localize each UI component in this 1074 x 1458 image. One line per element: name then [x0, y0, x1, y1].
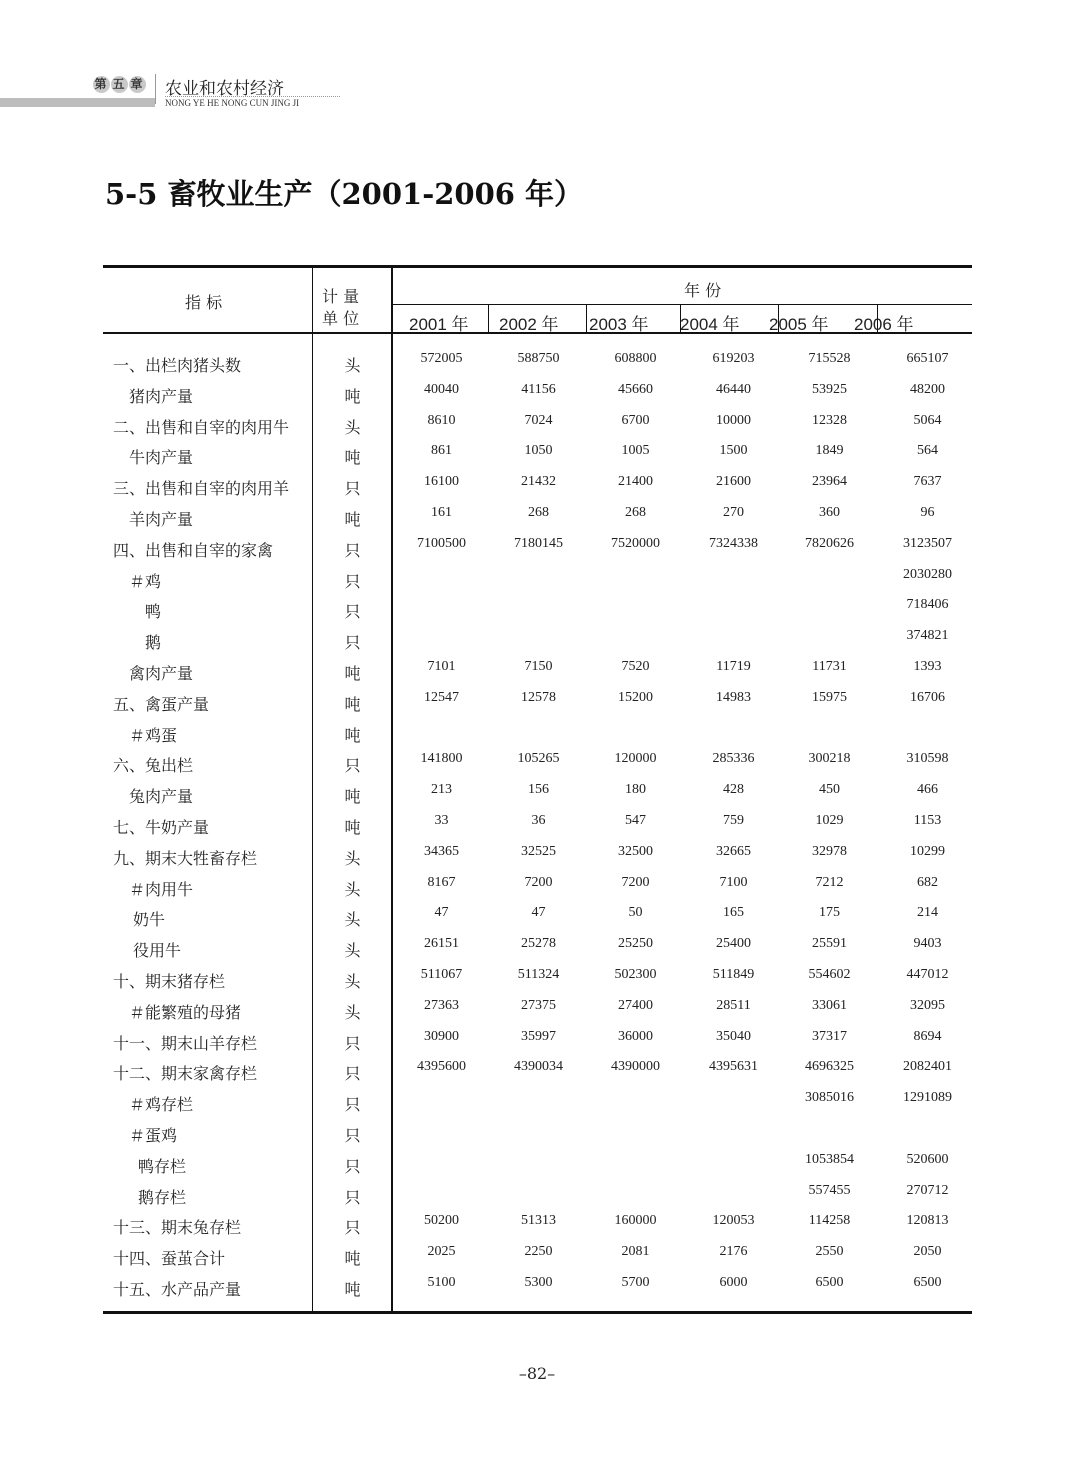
cell-value: 511067: [420, 967, 463, 982]
table-row: [0, 1061, 1074, 1091]
cell-value: 1153: [913, 813, 942, 828]
cell-value: 32978: [812, 843, 847, 859]
row-unit: 只: [344, 1033, 361, 1053]
year-divider: [488, 305, 489, 332]
cell-value: 12328: [812, 412, 847, 428]
cell-value: 7200: [524, 874, 553, 890]
row-label: 十二、期末家禽存栏: [113, 1064, 258, 1084]
table-row: [0, 815, 1074, 845]
cell-value: 46440: [716, 381, 751, 397]
row-label: 四、出售和自宰的家禽: [113, 540, 274, 560]
header-bar: [0, 98, 155, 107]
cell-value: 11719: [716, 659, 751, 674]
cell-value: 360: [819, 505, 840, 520]
row-unit: 吨: [344, 725, 361, 745]
cell-value: 4395631: [709, 1059, 758, 1075]
cell-value: 718406: [906, 597, 949, 613]
row-unit: 吨: [344, 664, 361, 683]
table-row: [0, 566, 1074, 599]
cell-value: 428: [723, 782, 744, 798]
cell-value: 10000: [716, 412, 751, 428]
row-unit: 吨: [344, 448, 361, 468]
row-unit: 只: [344, 1156, 361, 1176]
cell-value: 23964: [812, 474, 847, 490]
header-divider: [155, 74, 156, 104]
cell-value: 572005: [420, 351, 463, 366]
chapter-char: 章: [130, 77, 145, 91]
cell-value: 120813: [906, 1213, 949, 1229]
unit-header: 单 位: [322, 309, 360, 328]
table-row: [0, 507, 1074, 537]
cell-value: 7212: [815, 874, 844, 890]
table-row: [0, 1246, 1074, 1276]
cell-value: 34365: [424, 843, 459, 859]
page-number: –82–: [518, 1364, 556, 1383]
row-label: 六、兔出栏: [113, 756, 194, 776]
cell-value: 374821: [906, 628, 949, 644]
cell-value: 5300: [524, 1275, 553, 1290]
cell-value: 21400: [618, 474, 653, 490]
row-label: 鹅: [145, 633, 162, 653]
row-label: 五、禽蛋产量: [113, 694, 210, 714]
chapter-char: 五: [112, 77, 127, 91]
row-unit: 吨: [344, 694, 361, 714]
dotted-divider: [165, 96, 340, 97]
cell-value: 21600: [716, 474, 751, 490]
cell-value: 105265: [517, 751, 560, 767]
cell-value: 35997: [521, 1028, 556, 1044]
table-row: [0, 907, 1074, 937]
cell-value: 1005: [621, 443, 650, 459]
row-unit: 只: [344, 1218, 361, 1238]
row-label: 奶牛: [133, 910, 166, 930]
table-row: [0, 599, 1074, 629]
cell-value: 7100500: [417, 535, 466, 551]
row-label: ＃肉用牛: [129, 879, 194, 899]
cell-value: 33: [434, 813, 449, 828]
cell-value: 466: [917, 782, 938, 798]
row-unit: 吨: [344, 1249, 361, 1269]
cell-value: 15975: [812, 689, 847, 705]
row-unit: 头: [344, 941, 361, 961]
table-row: [0, 969, 1074, 999]
cell-value: 37317: [812, 1028, 847, 1044]
cell-value: 8694: [913, 1028, 942, 1044]
table-row: [0, 1277, 1074, 1307]
cell-value: 30900: [424, 1028, 459, 1044]
cell-value: 12547: [424, 689, 459, 705]
cell-value: 51313: [521, 1213, 556, 1229]
cell-value: 2081: [621, 1244, 650, 1260]
cell-value: 1393: [913, 659, 942, 674]
row-label: 鸭存栏: [138, 1156, 187, 1176]
cell-value: 9403: [913, 936, 942, 952]
row-unit: 只: [344, 1095, 361, 1115]
cell-value: 2250: [524, 1244, 553, 1260]
cell-value: 27400: [618, 997, 653, 1013]
row-label: 鹅存栏: [138, 1187, 187, 1207]
cell-value: 270: [723, 505, 744, 520]
cell-value: 32500: [618, 843, 653, 859]
row-label: ＃能繁殖的母猪: [129, 1002, 242, 1022]
cell-value: 48200: [910, 381, 945, 397]
cell-value: 7100: [719, 874, 748, 890]
cell-value: 4390000: [611, 1059, 660, 1075]
year-header: 2002 年: [499, 315, 559, 334]
row-unit: 只: [344, 1064, 361, 1084]
row-label: ＃鸡蛋: [129, 725, 178, 745]
cell-value: 36: [531, 813, 546, 828]
table-row: [0, 843, 1074, 876]
cell-value: 25400: [716, 936, 751, 952]
cell-value: 35040: [716, 1028, 751, 1044]
row-label: 猪肉产量: [129, 386, 194, 406]
cell-value: 1291089: [903, 1090, 952, 1106]
row-unit: 只: [344, 479, 361, 499]
cell-value: 520600: [906, 1151, 949, 1167]
cell-value: 7637: [913, 474, 942, 490]
cell-value: 21432: [521, 474, 556, 490]
table-row: [0, 412, 1074, 445]
chapter-title: 农业和农村经济: [165, 79, 284, 99]
table-row: [0, 445, 1074, 475]
cell-value: 1050: [524, 443, 553, 459]
cell-value: 160000: [614, 1213, 657, 1229]
row-label: 七、牛奶产量: [113, 818, 210, 837]
table-row: [0, 784, 1074, 814]
cell-value: 180: [625, 782, 646, 798]
cell-value: 10299: [910, 843, 945, 859]
cell-value: 6500: [815, 1275, 844, 1290]
row-unit: 头: [344, 417, 361, 437]
row-unit: 只: [344, 571, 361, 591]
cell-value: 27363: [424, 997, 459, 1013]
row-label: 十一、期末山羊存栏: [113, 1033, 258, 1053]
row-unit: 头: [344, 848, 361, 868]
cell-value: 47: [531, 905, 546, 921]
table-row: [0, 1215, 1074, 1245]
row-label: ＃蛋鸡: [129, 1126, 178, 1145]
cell-value: 25250: [618, 936, 653, 952]
cell-value: 6700: [621, 412, 650, 428]
page-title: 5-5 畜牧业生产（2001-2006 年）: [105, 177, 584, 211]
row-label: 九、期末大牲畜存栏: [113, 848, 258, 868]
row-label: 役用牛: [133, 941, 182, 961]
cell-value: 47: [434, 905, 449, 921]
row-label: ＃鸡: [129, 571, 162, 591]
cell-value: 161: [431, 505, 452, 520]
cell-value: 8167: [427, 874, 456, 890]
cell-value: 450: [819, 782, 840, 798]
cell-value: 141800: [420, 751, 463, 767]
cell-value: 25278: [521, 936, 556, 952]
chapter-badge: [93, 76, 147, 93]
cell-value: 7324338: [709, 535, 758, 551]
cell-value: 7520000: [611, 535, 660, 551]
cell-value: 619203: [712, 351, 755, 366]
cell-value: 26151: [424, 936, 459, 952]
table-row: [0, 535, 1074, 568]
cell-value: 715528: [808, 351, 851, 366]
table-row: [0, 476, 1074, 506]
cell-value: 270712: [906, 1182, 949, 1198]
cell-value: 15200: [618, 689, 653, 705]
row-unit: 只: [344, 756, 361, 776]
row-label: 羊肉产量: [129, 510, 194, 529]
cell-value: 11731: [812, 659, 847, 674]
row-unit: 只: [344, 1187, 361, 1207]
cell-value: 32525: [521, 843, 556, 859]
cell-value: 120053: [712, 1213, 755, 1229]
year-header: 2006 年: [854, 315, 914, 334]
cell-value: 557455: [808, 1182, 851, 1198]
cell-value: 2050: [913, 1244, 942, 1260]
row-label: 二、出售和自宰的肉用牛: [113, 417, 290, 437]
cell-value: 28511: [716, 997, 751, 1013]
unit-header: 计 量: [322, 287, 360, 306]
row-label: 禽肉产量: [129, 664, 194, 683]
cell-value: 96: [920, 505, 935, 520]
cell-value: 165: [723, 905, 744, 921]
row-unit: 吨: [344, 510, 361, 529]
year-divider: [586, 305, 587, 332]
year-header: 2001 年: [409, 315, 469, 334]
row-label: 十五、水产品产量: [113, 1280, 242, 1299]
cell-value: 5064: [913, 412, 942, 428]
table-row: [0, 1151, 1074, 1184]
cell-value: 3123507: [903, 535, 952, 551]
cell-value: 608800: [614, 351, 657, 366]
cell-value: 7820626: [805, 535, 854, 551]
cell-value: 25591: [812, 936, 847, 952]
table-row: [0, 1182, 1074, 1215]
cell-value: 447012: [906, 967, 949, 982]
row-unit: 吨: [344, 787, 361, 807]
cell-value: 4395600: [417, 1059, 466, 1075]
cell-value: 268: [625, 505, 646, 520]
cell-value: 7024: [524, 412, 553, 428]
cell-value: 547: [625, 813, 646, 828]
row-label: 鸭: [145, 602, 162, 622]
row-label: 十、期末猪存栏: [113, 972, 226, 991]
cell-value: 16100: [424, 474, 459, 490]
cell-value: 1053854: [805, 1151, 854, 1167]
cell-value: 2176: [719, 1244, 748, 1260]
cell-value: 6500: [913, 1275, 942, 1290]
table-row: [0, 1123, 1074, 1153]
row-label: ＃鸡存栏: [129, 1095, 194, 1115]
row-unit: 吨: [344, 818, 361, 837]
cell-value: 300218: [808, 751, 851, 767]
cell-value: 554602: [808, 967, 851, 982]
table-row: [0, 723, 1074, 753]
row-label: 一、出栏肉猪头数: [113, 356, 242, 375]
table-row: [0, 1028, 1074, 1061]
cell-value: 36000: [618, 1028, 653, 1044]
cell-value: 32095: [910, 997, 945, 1013]
row-unit: 吨: [344, 386, 361, 406]
cell-value: 759: [723, 813, 744, 828]
cell-value: 7520: [621, 659, 650, 674]
indicator-header: 指 标: [185, 293, 223, 312]
cell-value: 665107: [906, 351, 949, 366]
cell-value: 3085016: [805, 1090, 854, 1106]
year-header: 2003 年: [589, 315, 649, 334]
table-bottom-rule: [103, 1311, 972, 1314]
cell-value: 120000: [614, 751, 657, 767]
cell-value: 2082401: [903, 1059, 952, 1075]
table-row: [0, 938, 1074, 968]
row-unit: 只: [344, 602, 361, 622]
year-header: 2005 年: [769, 315, 829, 334]
cell-value: 502300: [614, 967, 657, 982]
row-unit: 头: [344, 356, 361, 375]
cell-value: 861: [431, 443, 452, 459]
cell-value: 310598: [906, 751, 949, 767]
cell-value: 4390034: [514, 1059, 563, 1075]
table-row: [0, 689, 1074, 722]
cell-value: 213: [431, 782, 452, 798]
cell-value: 5700: [621, 1275, 650, 1290]
table-row: [0, 661, 1074, 691]
cell-value: 5100: [427, 1275, 456, 1290]
cell-value: 14983: [716, 689, 751, 705]
cell-value: 2550: [815, 1244, 844, 1260]
table-row: [0, 874, 1074, 907]
row-unit: 只: [344, 540, 361, 560]
cell-value: 156: [528, 782, 549, 798]
cell-value: 1029: [815, 813, 844, 828]
row-label: 兔肉产量: [129, 787, 194, 807]
table-row: [0, 1092, 1074, 1122]
cell-value: 511324: [517, 967, 560, 982]
cell-value: 7150: [524, 659, 553, 674]
row-unit: 头: [344, 1002, 361, 1022]
chapter-pinyin: NONG YE HE NONG CUN JING JI: [165, 98, 300, 108]
row-label: 十四、蚕茧合计: [113, 1249, 226, 1269]
cell-value: 45660: [618, 381, 653, 397]
cell-value: 1849: [815, 443, 844, 459]
year-group-header: 年 份: [684, 281, 722, 300]
cell-value: 7200: [621, 874, 650, 890]
row-unit: 头: [344, 910, 361, 930]
cell-value: 214: [917, 905, 938, 921]
cell-value: 7180145: [514, 535, 563, 551]
cell-value: 16706: [910, 689, 945, 705]
cell-value: 41156: [521, 381, 556, 397]
cell-value: 588750: [517, 351, 560, 366]
year-header-rule: [392, 304, 972, 305]
cell-value: 27375: [521, 997, 556, 1013]
cell-value: 114258: [808, 1213, 851, 1229]
row-unit: 吨: [344, 1280, 361, 1299]
cell-value: 1500: [719, 443, 748, 459]
cell-value: 6000: [719, 1275, 748, 1290]
row-unit: 只: [344, 1126, 361, 1145]
year-header: 2004 年: [680, 315, 740, 334]
cell-value: 4696325: [805, 1059, 854, 1075]
cell-value: 511849: [712, 967, 755, 982]
cell-value: 33061: [812, 997, 847, 1013]
cell-value: 50: [628, 905, 643, 921]
row-unit: 只: [344, 633, 361, 653]
table-row: [0, 381, 1074, 414]
row-unit: 头: [344, 972, 361, 991]
cell-value: 53925: [812, 381, 847, 397]
chapter-char: 第: [94, 77, 109, 91]
cell-value: 268: [528, 505, 549, 520]
table-row: [0, 753, 1074, 783]
table-row: [0, 997, 1074, 1030]
cell-value: 8610: [427, 412, 456, 428]
cell-value: 7101: [427, 659, 456, 674]
cell-value: 12578: [521, 689, 556, 705]
cell-value: 564: [917, 443, 938, 459]
cell-value: 2025: [427, 1244, 456, 1260]
cell-value: 2030280: [903, 566, 952, 582]
table-top-rule: [103, 265, 972, 268]
cell-value: 40040: [424, 381, 459, 397]
table-row: [0, 630, 1074, 660]
row-unit: 头: [344, 879, 361, 899]
cell-value: 50200: [424, 1213, 459, 1229]
cell-value: 682: [917, 874, 938, 890]
row-label: 十三、期末兔存栏: [113, 1218, 242, 1238]
table-row: [0, 353, 1074, 383]
cell-value: 285336: [712, 751, 755, 767]
cell-value: 32665: [716, 843, 751, 859]
cell-value: 175: [819, 905, 840, 921]
row-label: 牛肉产量: [129, 448, 194, 468]
row-label: 三、出售和自宰的肉用羊: [113, 479, 290, 499]
